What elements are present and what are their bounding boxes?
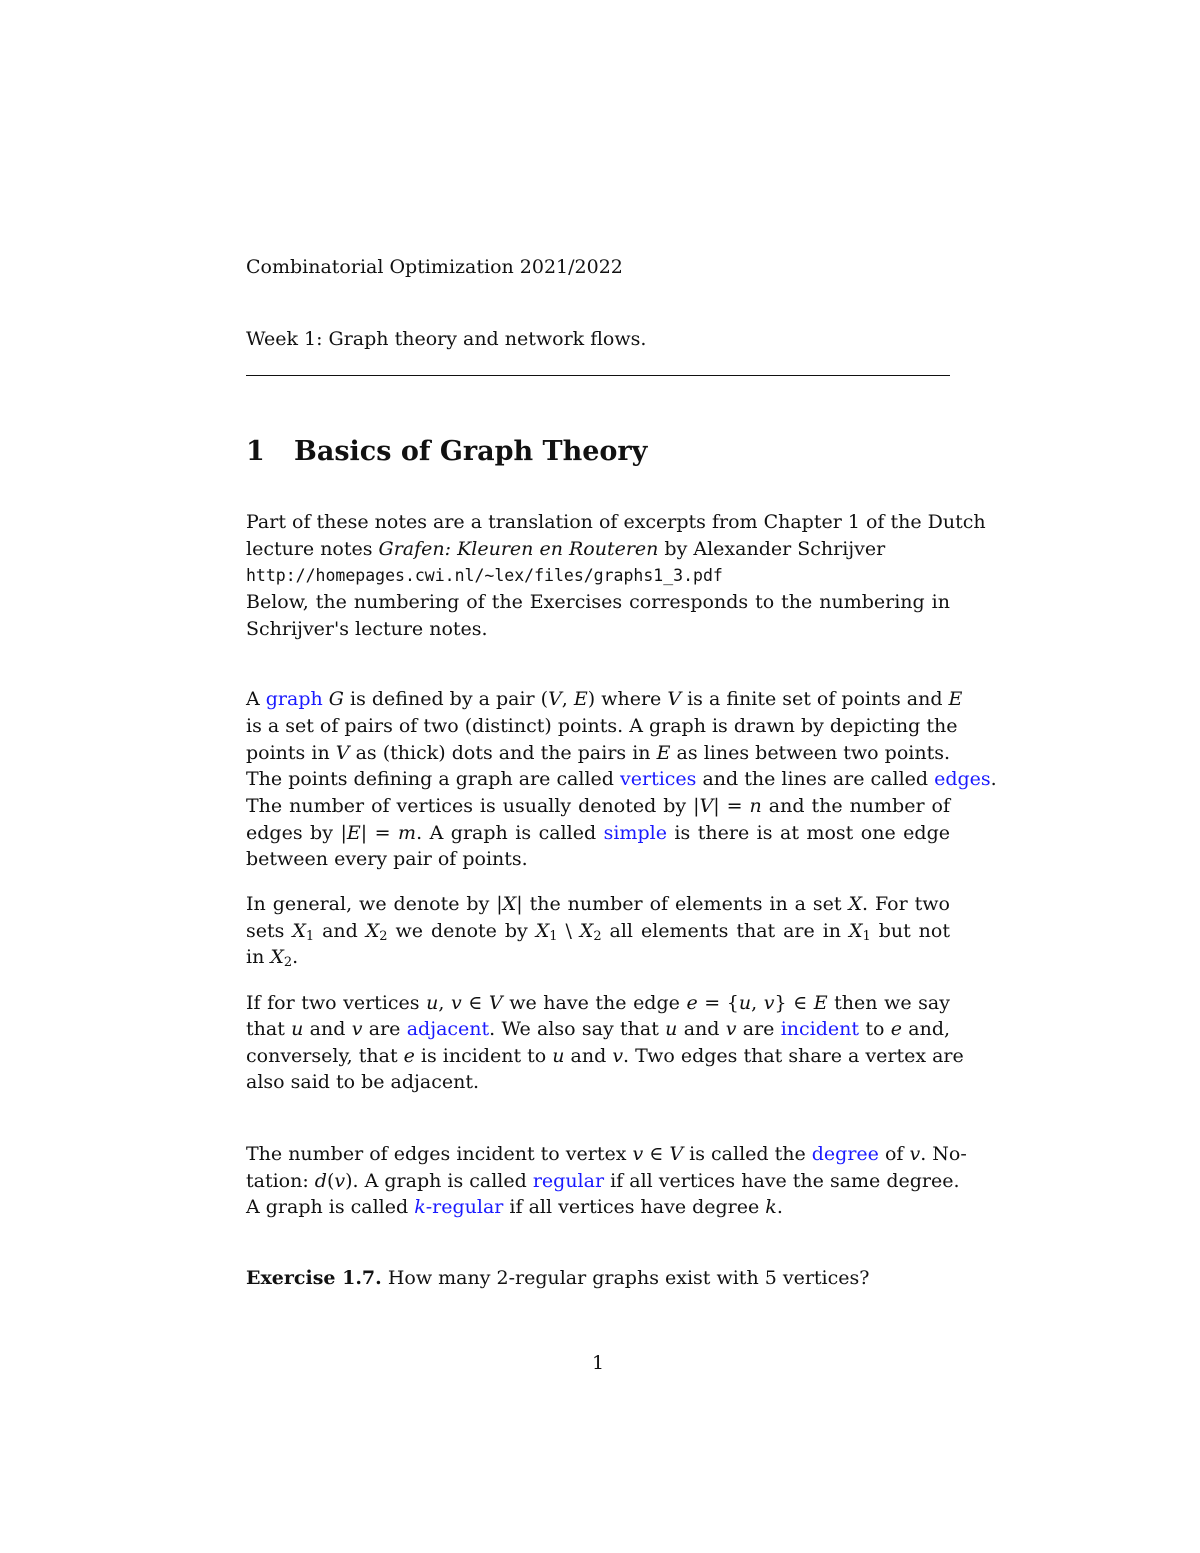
adj-line-4: also said to be adjacent. <box>246 1071 480 1093</box>
def-line-6: edges by |E| = m. A graph is called simple is there is at most one edge <box>246 822 950 844</box>
sets-line-1: In general, we denote by |X| the number of elements in a set X. For two <box>246 893 950 915</box>
exercise-text: How many 2-regular graphs exist with 5 vertices? <box>387 1267 870 1289</box>
def-line-4: The points defining a graph are called vertices and the lines are called edges. <box>246 768 997 790</box>
intro-url[interactable] <box>246 562 950 590</box>
def-line-5: The number of vertices is usually denoted by |V| = n and the number of <box>246 795 950 817</box>
term-edges[interactable]: edges <box>934 768 991 790</box>
deg-line-2: tation: d(v). A graph is called regular if all vertices have the same degree. <box>246 1170 960 1192</box>
term-k-regular[interactable]: k-regular <box>414 1196 504 1218</box>
section-number: 1 <box>246 436 265 467</box>
book-title: Grafen: Kleuren en Routeren <box>378 538 659 560</box>
adj-line-2: that u and v are adjacent. We also say that u and v are incident to e and, <box>246 1018 951 1040</box>
adj-line-3: conversely, that e is incident to u and v. Two edges that share a vertex are <box>246 1045 964 1067</box>
deg-line-3: A graph is called k-regular if all vertices have degree k. <box>246 1196 783 1218</box>
def-line-1: A graph G is defined by a pair (V, E) where V is a finite set of points and E <box>246 688 963 710</box>
term-adjacent[interactable]: adjacent <box>406 1018 490 1040</box>
term-degree[interactable]: degree <box>811 1143 879 1165</box>
exercise-label: Exercise 1.7. <box>246 1267 382 1289</box>
section-title: Basics of Graph Theory <box>294 436 648 467</box>
adj-line-1: If for two vertices u, v ∈ V we have the edge e = {u, v} ∈ E then we say <box>246 992 950 1014</box>
term-graph[interactable]: graph <box>265 688 323 710</box>
url-link[interactable]: http://homepages.cwi.nl/~lex/files/graphs1_3.pdf <box>246 566 723 585</box>
term-regular[interactable]: regular <box>532 1170 605 1192</box>
sets-line-2: sets $X_1$ and $X_2$ we denote by $X_1$ \ $X_2$ all elements that are in $X_1$ but not <box>246 920 950 944</box>
term-simple[interactable]: simple <box>603 822 667 844</box>
page-number: 1 <box>591 1352 605 1374</box>
intro-line-1: Part of these notes are a translation of excerpts from Chapter 1 of the Dutch <box>246 511 986 533</box>
exercise <box>246 1265 950 1292</box>
term-vertices[interactable]: vertices <box>620 768 697 790</box>
def-line-3: points in V as (thick) dots and the pairs in E as lines between two points. <box>246 742 950 764</box>
course-title: Combinatorial Optimization 2021/2022 <box>246 256 623 278</box>
deg-line-1: The number of edges incident to vertex v ∈ V is called the degree of v. No- <box>246 1143 967 1165</box>
header-rule <box>246 375 950 376</box>
intro-line-4: Below, the numbering of the Exercises corresponds to the numbering in <box>246 591 950 613</box>
term-incident[interactable]: incident <box>780 1018 860 1040</box>
intro-line-2: lecture notes Grafen: Kleuren en Routeren by Alexander Schrijver <box>246 538 886 560</box>
week-title: Week 1: Graph theory and network flows. <box>246 328 647 350</box>
intro-line-5: Schrijver's lecture notes. <box>246 618 488 640</box>
sets-line-3: in $X_2$. <box>246 946 299 970</box>
section-heading <box>246 436 647 467</box>
def-line-2: is a set of pairs of two (distinct) points. A graph is drawn by depicting the <box>246 715 958 737</box>
def-line-7: between every pair of points. <box>246 848 528 870</box>
